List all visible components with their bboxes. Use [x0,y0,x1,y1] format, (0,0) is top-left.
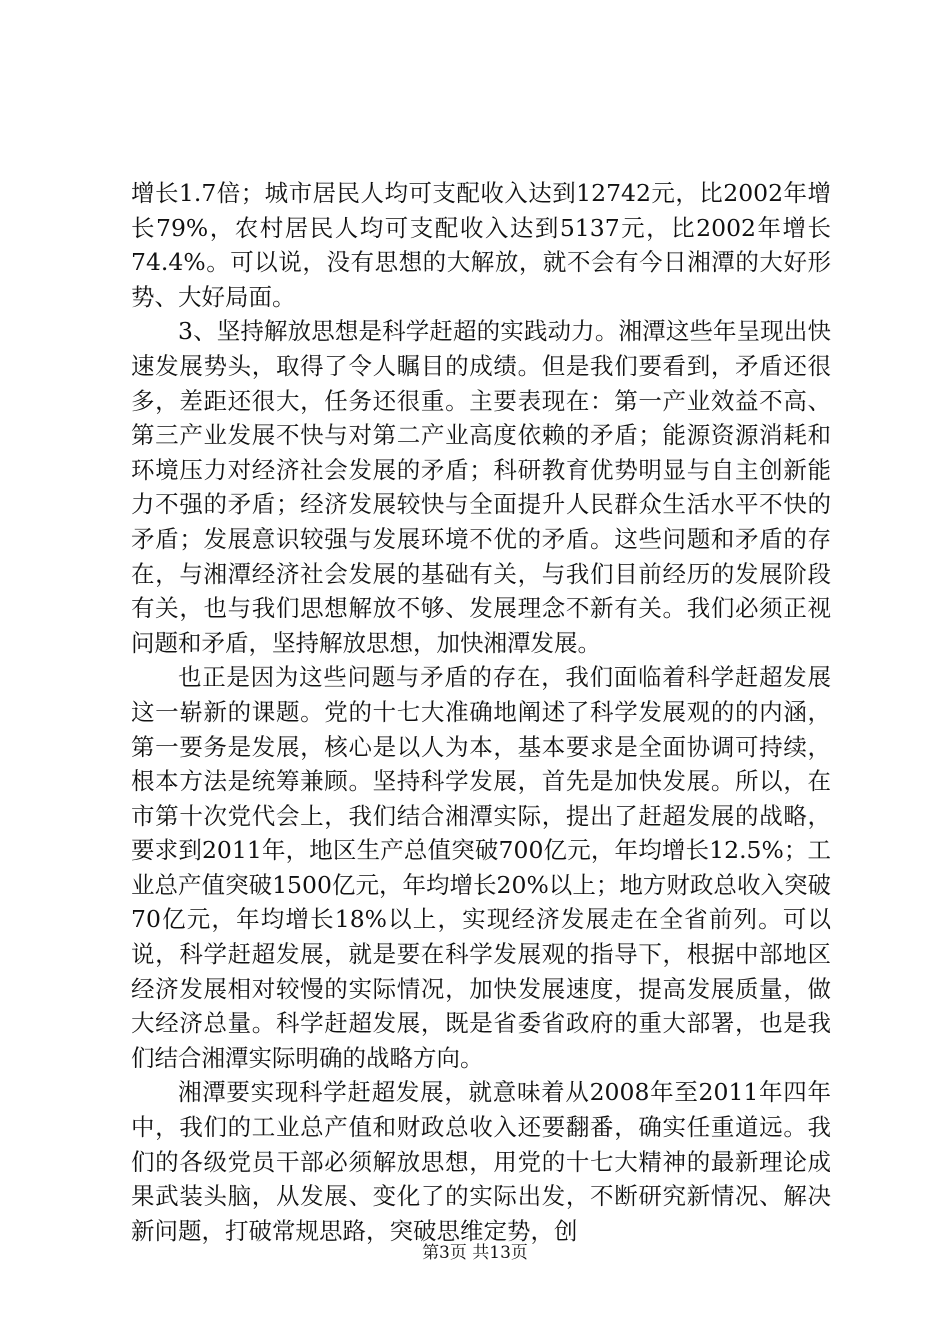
document-body [131,176,831,1248]
paragraph-practice-driver: 3、坚持解放思想是科学赶超的实践动力。湘潭这些年呈现出快速发展势头，取得了令人瞩目的成绩。但是我们要看到，矛盾还很多，差距还很大，任务还很重。主要表现在：第一产业效益不高、第三产业发展不快与对第二产业高度依赖的矛盾；能源资源消耗和环境压力对经济社会发展的矛盾；科研教育优势明显与自主创新能力不强的矛盾；经济发展较快与全面提升人民群众生活水平不快的矛盾；发展意识较强与发展环境不优的矛盾。这些问题和矛盾的存在，与湘潭经济社会发展的基础有关，与我们目前经历的发展阶段有关，也与我们思想解放不够、发展理念不新有关。我们必须正视问题和矛盾，坚持解放思想，加快湘潭发展。 [131,317,831,657]
paragraph-scientific-catch-up: 也正是因为这些问题与矛盾的存在，我们面临着科学赶超发展这一崭新的课题。党的十七大准确地阐述了科学发展观的的内涵，第一要务是发展，核心是以人为本，基本要求是全面协调可持续，根本方法是统筹兼顾。坚持科学发展，首先是加快发展。所以，在市第十次党代会上，我们结合湘潭实际，提出了赶超发展的战略，要求到2011年，地区生产总值突破700亿元，年均增长12.5%；工业总产值突破1500亿元，年均增长20%以上；地方财政总收入突破70亿元，年均增长18%以上，实现经济发展走在全省前列。可以说，科学赶超发展，就是要在科学发展观的指导下，根据中部地区经济发展相对较慢的实际情况，加快发展速度，提高发展质量，做大经济总量。科学赶超发展，既是省委省政府的重大部署，也是我们结合湘潭实际明确的战略方向。 [131,663,831,1072]
paragraph-continued: 增长1.7倍；城市居民人均可支配收入达到12742元，比2002年增长79%，农村居民人均可支配收入达到5137元，比2002年增长74.4%。可以说，没有思想的大解放，就不会有今日湘潭的大好形势、大好局面。 [131,179,831,311]
page-number-footer: 第3页 共13页 [422,1243,528,1263]
paragraph-xiangtan-goal: 湘潭要实现科学赶超发展，就意味着从2008年至2011年四年中，我们的工业总产值和财政总收入还要翻番，确实任重道远。我们的各级党员干部必须解放思想，用党的十七大精神的最新理论成果武装头脑，从发展、变化了的实际出发，不断研究新情况、解决新问题，打破常规思路，突破思维定势，创 [131,1078,831,1245]
